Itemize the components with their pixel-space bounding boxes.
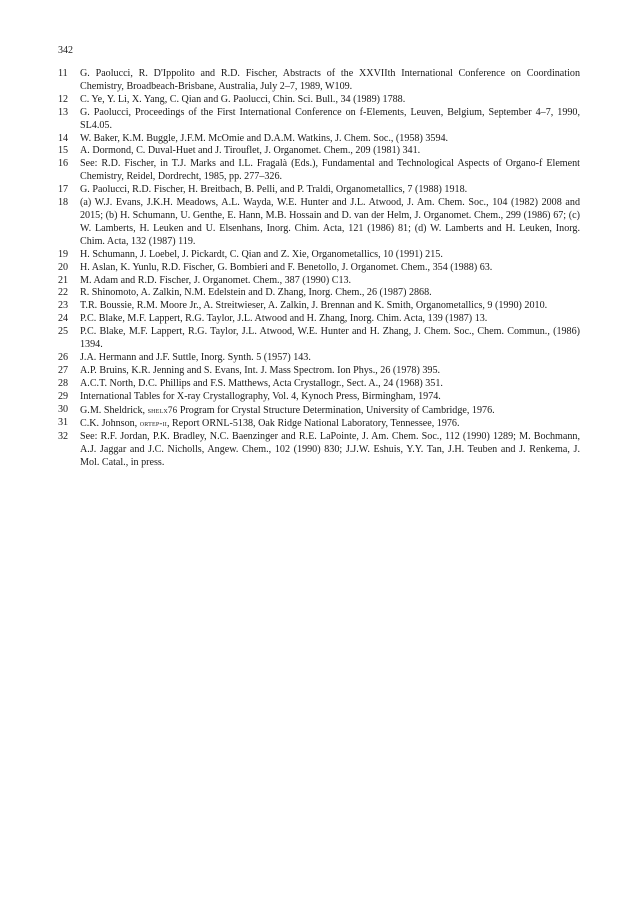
reference-text: (a) W.J. Evans, J.K.H. Meadows, A.L. Wayda, W.E. Hunter and J.L. Atwood, J. Am. Chem. Soc., 104 (1982) 2008 and 2015; (b) H. Schumann, U. Genthe, E. Hann, M.B. Hossain and D. van der Helm, J. Organomet. Chem., 299 (1986) 67; (c) W. Lamberts, H. Leuken and U. Elsenhans, Inorg. Chim. Acta, 121 (1986) 81; (d) W. Lamberts and H. Leuken, Inorg. Chim. Acta, 132 (1987) 119.	[80, 197, 580, 247]
reference-item	[58, 417, 580, 431]
reference-text: G. Paolucci, Proceedings of the First International Conference on f-Elements, Leuven, Belgium, September 4–7, 1990, SL4.05.	[80, 106, 580, 131]
reference-number: 21	[58, 274, 69, 286]
reference-number: 15	[58, 145, 69, 157]
reference-list	[58, 68, 580, 470]
reference-item	[58, 107, 580, 133]
reference-item	[58, 145, 580, 158]
program-name: ortep-ii	[139, 418, 167, 429]
reference-text: International Tables for X-ray Crystallography, Vol. 4, Kynoch Press, Birmingham, 1974.	[80, 390, 441, 402]
reference-item	[58, 378, 580, 391]
reference-number: 20	[58, 261, 69, 273]
reference-text: M. Adam and R.D. Fischer, J. Organomet. Chem., 387 (1990) C13.	[80, 274, 352, 286]
reference-text: G. Paolucci, R. D'Ippolito and R.D. Fischer, Abstracts of the XXVIIth International Conference on Coordination Chemistry, Broadbeach-Brisbane, Australia, July 2–7, 1989, W109.	[80, 68, 580, 92]
reference-text: A. Dormond, C. Duval-Huet and J. Tirouflet, J. Organomet. Chem., 209 (1981) 341.	[80, 145, 421, 157]
reference-text-before: G.M. Sheldrick,	[80, 404, 148, 416]
reference-number: 18	[58, 197, 69, 209]
reference-text-after: Program for Crystal Structure Determination, University of Cambridge, 1976.	[177, 404, 495, 416]
reference-number: 12	[58, 93, 69, 105]
reference-item	[58, 287, 580, 300]
reference-text: W. Baker, K.M. Buggle, J.F.M. McOmie and D.A.M. Watkins, J. Chem. Soc., (1958) 3594.	[80, 132, 449, 144]
reference-item	[58, 365, 580, 378]
reference-number: 14	[58, 132, 69, 144]
reference-item	[58, 158, 580, 184]
reference-number: 19	[58, 248, 69, 260]
reference-text: P.C. Blake, M.F. Lappert, R.G. Taylor, J.L. Atwood and H. Zhang, Inorg. Chim. Acta, 139 (1987) 13.	[80, 313, 488, 325]
reference-item	[58, 404, 580, 418]
reference-item	[58, 300, 580, 313]
reference-number: 28	[58, 377, 69, 389]
reference-number: 11	[58, 68, 68, 79]
reference-number: 23	[58, 300, 69, 312]
reference-number: 17	[58, 184, 69, 196]
reference-item	[58, 352, 580, 365]
reference-item	[58, 68, 580, 94]
reference-number: 31	[58, 417, 69, 429]
reference-item	[58, 262, 580, 275]
reference-text: R. Shinomoto, A. Zalkin, N.M. Edelstein and D. Zhang, Inorg. Chem., 26 (1987) 2868.	[80, 287, 432, 299]
reference-number: 13	[58, 106, 69, 118]
reference-text: G. Paolucci, R.D. Fischer, H. Breitbach, B. Pelli, and P. Traldi, Organometallics, 7 (1988) 1918.	[80, 184, 468, 196]
reference-number: 27	[58, 364, 69, 376]
reference-number: 25	[58, 326, 69, 338]
reference-item	[58, 275, 580, 288]
reference-text: C. Ye, Y. Li, X. Yang, C. Qian and G. Paolucci, Chin. Sci. Bull., 34 (1989) 1788.	[80, 93, 406, 105]
reference-text-before: C.K. Johnson,	[80, 418, 140, 430]
reference-text: See: R.D. Fischer, in T.J. Marks and I.L. Fragalà (Eds.), Fundamental and Technological Aspects of Organo-f Element Chemistry, Reidel, Dordrecht, 1985, pp. 277–326.	[80, 158, 580, 183]
reference-text: J.A. Hermann and J.F. Suttle, Inorg. Synth. 5 (1957) 143.	[80, 351, 311, 363]
reference-text: T.R. Boussie, R.M. Moore Jr., A. Streitwieser, A. Zalkin, J. Brennan and K. Smith, Organometallics, 9 (1990) 2010.	[80, 300, 548, 312]
reference-number: 16	[58, 158, 69, 170]
reference-number: 29	[58, 390, 69, 402]
reference-text: H. Schumann, J. Loebel, J. Pickardt, C. Qian and Z. Xie, Organometallics, 10 (1991) 215.	[80, 248, 443, 260]
reference-text: P.C. Blake, M.F. Lappert, R.G. Taylor, J.L. Atwood, W.E. Hunter and H. Zhang, J. Chem. Soc., Chem. Commun., (1986) 1394.	[80, 326, 580, 351]
reference-number: 26	[58, 351, 69, 363]
reference-text: A.C.T. North, D.C. Phillips and F.S. Matthews, Acta Crystallogr., Sect. A., 24 (1968) 351.	[80, 377, 443, 389]
reference-text: See: R.F. Jordan, P.K. Bradley, N.C. Baenzinger and R.E. LaPointe, J. Am. Chem. Soc., 112 (1990) 1289; M. Bochmann, A.J. Jaggar and J.C. Nicholls, Angew. Chem., 102 (1990) 830; J.J.W. Eshuis, Y.Y. Tan, J.H. Teuben and J. Renkema, J. Mol. Catal., in press.	[80, 431, 580, 469]
reference-text: H. Aslan, K. Yunlu, R.D. Fischer, G. Bombieri and F. Benetollo, J. Organomet. Chem., 354 (1988) 63.	[80, 261, 493, 273]
reference-item	[58, 249, 580, 262]
reference-text: A.P. Bruins, K.R. Jenning and S. Evans, Int. J. Mass Spectrom. Ion Phys., 26 (1978) 395.	[80, 364, 441, 376]
reference-item	[58, 197, 580, 249]
reference-item	[58, 326, 580, 352]
page-number: 342	[58, 45, 73, 56]
reference-item	[58, 94, 580, 107]
reference-item	[58, 184, 580, 197]
reference-number: 32	[58, 431, 69, 443]
reference-item	[58, 133, 580, 146]
reference-text	[80, 417, 580, 431]
reference-item	[58, 391, 580, 404]
reference-item	[58, 431, 580, 470]
reference-text	[80, 404, 580, 418]
reference-number: 22	[58, 287, 69, 299]
reference-text-after: , Report ORNL-5138, Oak Ridge National Laboratory, Tennessee, 1976.	[166, 418, 460, 430]
reference-number: 24	[58, 313, 69, 325]
program-name: shelx76	[147, 404, 178, 415]
reference-number: 30	[58, 403, 69, 415]
reference-item	[58, 313, 580, 326]
